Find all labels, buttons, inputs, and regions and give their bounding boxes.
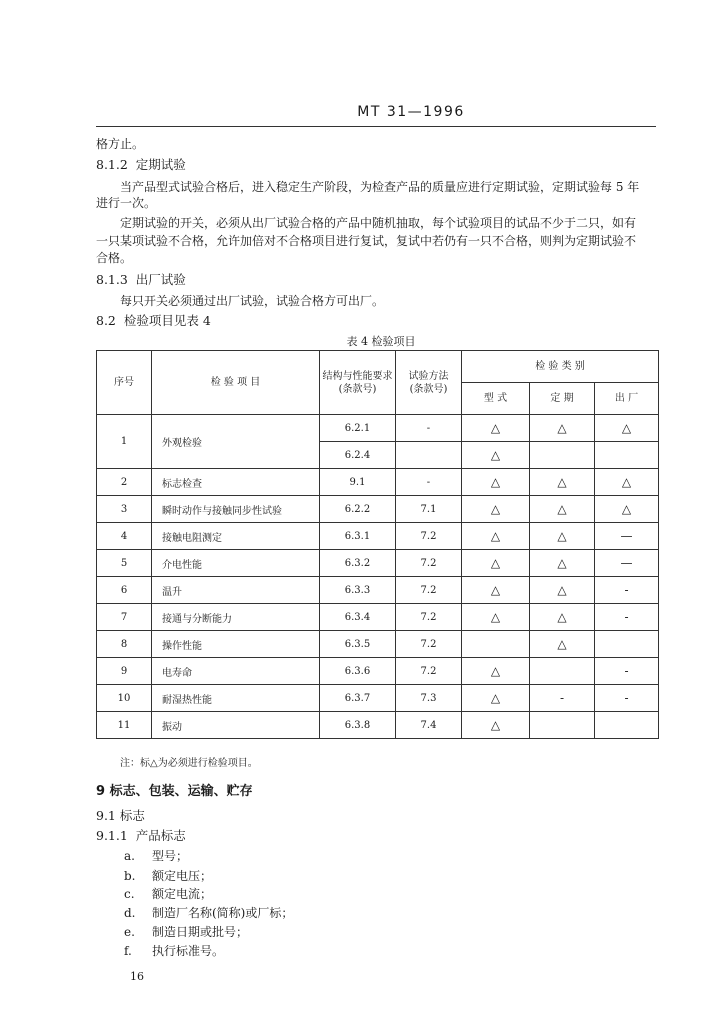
col-header-method [396,351,462,415]
section-9-heading: 9 标志、包装、运输、贮存 [96,784,253,799]
cell-periodic [530,658,595,685]
cell-type: △ [462,523,530,550]
section-8-1-2-heading [96,157,186,173]
paragraph-line: 每只开关必须通过出厂试验，试验合格方可出厂。 [120,294,385,308]
cell-no: 5 [97,550,152,577]
section-title: 产品标志 [135,828,186,843]
table-note: 注：标△为必须进行检验项目。 [120,758,258,769]
cell-no: 2 [97,469,152,496]
cell-no: 3 [97,496,152,523]
cell-item: 标志检查 [152,469,320,496]
paragraph-line: 进行一次。 [96,196,157,210]
cell-type: △ [462,415,530,442]
section-title: 检验项目见表 4 [123,313,211,328]
cell-type: △ [462,685,530,712]
cell-item: 接通与分断能力 [152,604,320,631]
cell-method: - [396,415,462,442]
section-number: 8.1.3 [96,272,128,287]
page-number: 16 [130,970,144,983]
cell-factory [595,712,659,739]
col-header-factory: 出 厂 [595,383,659,415]
paragraph-line: 当产品型式试验合格后，进入稳定生产阶段，为检查产品的质量应进行定期试验，定期试验每 5 年 [120,180,640,194]
table-row [97,496,659,523]
cell-method: 7.2 [396,577,462,604]
cell-req: 6.3.5 [320,631,396,658]
cell-req: 6.3.6 [320,658,396,685]
cell-item: 电寿命 [152,658,320,685]
table-row [97,631,659,658]
col-header-category: 检 验 类 别 [462,351,659,383]
header-line: 结构与性能要求 [322,370,393,382]
list-item [124,868,212,884]
list-text: 型号； [152,849,189,863]
cell-periodic: △ [530,604,595,631]
cell-no: 11 [97,712,152,739]
cell-method: 7.2 [396,658,462,685]
table-row [97,658,659,685]
cell-no: 8 [97,631,152,658]
section-9-1-1-heading [96,828,186,844]
continued-text: 格方止。 [96,137,145,151]
paragraph-line: 合格。 [96,251,133,265]
cell-factory: — [595,550,659,577]
cell-no: 4 [97,523,152,550]
list-item [124,886,212,902]
list-text: 执行标准号。 [152,944,225,958]
section-9-1-heading: 9.1 标志 [96,808,145,823]
cell-method [396,442,462,469]
table-caption: 表 4 检验项目 [346,335,416,348]
header-line: (条款号) [338,383,377,395]
cell-type: △ [462,496,530,523]
cell-req: 6.3.2 [320,550,396,577]
cell-req: 6.2.1 [320,415,396,442]
list-text: 制造厂名称(简称)或厂标； [152,906,294,920]
table-row [97,604,659,631]
section-number: 8.2 [96,313,116,328]
list-item [124,943,224,959]
cell-factory: △ [595,415,659,442]
inspection-table [96,350,659,739]
cell-type: △ [462,442,530,469]
list-label: a. [124,849,135,863]
list-item [124,924,248,940]
section-8-2-heading [96,313,211,329]
table-row [97,577,659,604]
cell-req: 6.3.7 [320,685,396,712]
cell-factory: △ [595,496,659,523]
col-header-requirement [320,351,396,415]
cell-type: △ [462,712,530,739]
cell-type: △ [462,577,530,604]
cell-method: 7.4 [396,712,462,739]
cell-req: 6.3.4 [320,604,396,631]
list-label: e. [124,925,135,939]
cell-item: 外观检验 [152,415,320,469]
list-item [124,848,188,864]
cell-item: 耐湿热性能 [152,685,320,712]
cell-req: 6.2.2 [320,496,396,523]
cell-type: △ [462,469,530,496]
cell-periodic [530,442,595,469]
list-label: c. [124,887,135,901]
header-rule [96,126,656,127]
section-number: 9.1.1 [96,828,128,843]
cell-factory [595,631,659,658]
header-line: (条款号) [409,383,448,395]
cell-factory: - [595,577,659,604]
cell-factory: - [595,604,659,631]
table-row [97,415,659,442]
list-text: 额定电压； [152,869,213,883]
cell-periodic: △ [530,415,595,442]
cell-periodic: △ [530,523,595,550]
cell-method: 7.2 [396,604,462,631]
cell-item: 瞬时动作与接触同步性试验 [152,496,320,523]
section-title: 出厂试验 [135,272,186,287]
section-8-1-3-heading [96,272,186,288]
cell-periodic: △ [530,550,595,577]
section-title: 定期试验 [135,157,186,172]
cell-item: 操作性能 [152,631,320,658]
cell-item: 接触电阻测定 [152,523,320,550]
cell-no: 7 [97,604,152,631]
cell-periodic [530,712,595,739]
table-row [97,469,659,496]
cell-factory: — [595,523,659,550]
cell-item: 介电性能 [152,550,320,577]
cell-no: 6 [97,577,152,604]
cell-factory: - [595,685,659,712]
col-header-type: 型 式 [462,383,530,415]
cell-req: 6.3.1 [320,523,396,550]
cell-item: 振动 [152,712,320,739]
cell-factory [595,442,659,469]
cell-no: 1 [97,415,152,469]
list-label: f. [124,944,132,958]
cell-type [462,631,530,658]
cell-periodic: △ [530,496,595,523]
cell-no: 10 [97,685,152,712]
cell-method: 7.3 [396,685,462,712]
section-number: 8.1.2 [96,157,128,172]
table-row [97,685,659,712]
list-label: d. [124,906,136,920]
cell-item: 温升 [152,577,320,604]
cell-req: 9.1 [320,469,396,496]
paragraph-line: 一只某项试验不合格，允许加倍对不合格项目进行复试，复试中若仍有一只不合格，则判为定期试验不 [96,234,637,248]
list-label: b. [124,869,136,883]
paragraph-line: 定期试验的开关，必须从出厂试验合格的产品中随机抽取，每个试验项目的试品不少于二只，如有 [120,216,637,230]
col-header-periodic: 定 期 [530,383,595,415]
table-row [97,712,659,739]
cell-req: 6.3.8 [320,712,396,739]
cell-periodic: △ [530,631,595,658]
table-row [97,523,659,550]
page-header-title: MT 31—1996 [357,104,465,120]
cell-factory: △ [595,469,659,496]
cell-method: 7.2 [396,550,462,577]
cell-factory: - [595,658,659,685]
cell-periodic: △ [530,577,595,604]
col-header-item: 检 验 项 目 [152,351,320,415]
col-header-no: 序号 [97,351,152,415]
header-line: 试验方法 [408,370,449,382]
list-item [124,905,293,921]
cell-req: 6.3.3 [320,577,396,604]
cell-type: △ [462,550,530,577]
cell-req: 6.2.4 [320,442,396,469]
table-row [97,550,659,577]
cell-method: 7.2 [396,631,462,658]
cell-type: △ [462,658,530,685]
cell-type: △ [462,604,530,631]
cell-no: 9 [97,658,152,685]
cell-method: - [396,469,462,496]
list-text: 制造日期或批号； [152,925,249,939]
cell-periodic: - [530,685,595,712]
cell-method: 7.2 [396,523,462,550]
cell-method: 7.1 [396,496,462,523]
cell-periodic: △ [530,469,595,496]
list-text: 额定电流； [152,887,213,901]
